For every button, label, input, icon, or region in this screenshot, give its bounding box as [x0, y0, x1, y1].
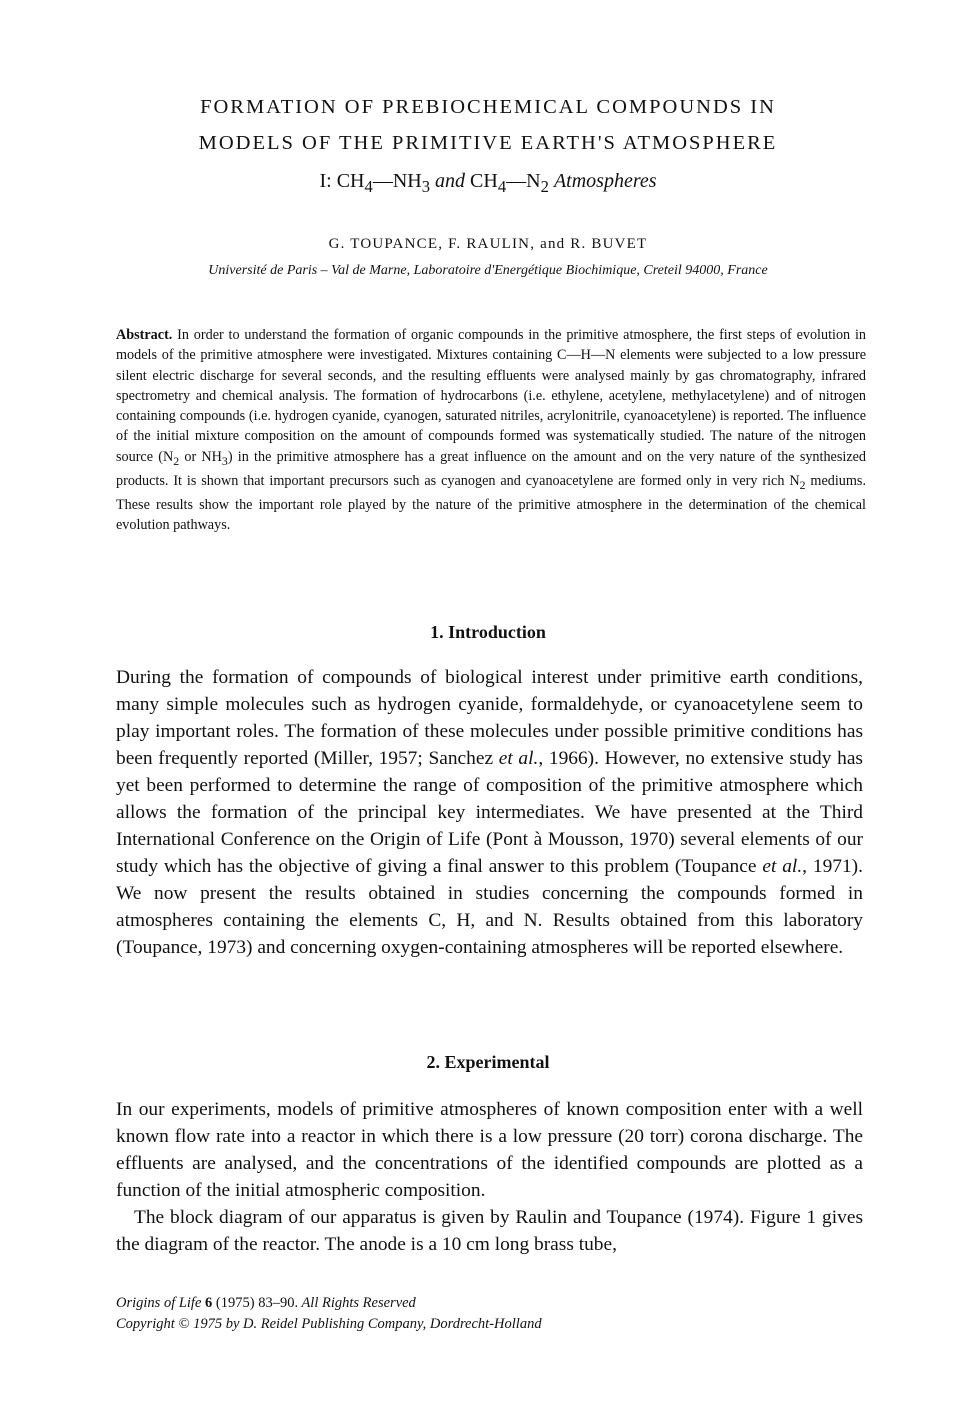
abstract-sub: 2 — [799, 477, 806, 492]
subtitle-sub: 2 — [540, 177, 549, 196]
subtitle-part: —N — [506, 170, 541, 192]
subtitle-atmospheres: Atmospheres — [553, 170, 657, 192]
paragraph-text: , 1971). We now present the results obtained in studies concerning the compounds formed in atmospheres containing the elements C, H, and N. Results obtained from this laboratory (Toupance, 1973) and concerning oxygen-containing atmospheres will be reported elsewhere. — [116, 856, 863, 958]
authors: G. TOUPANCE, F. RAULIN, and R. BUVET — [328, 236, 648, 252]
abstract-text: In order to understand the formation of organic compounds in the primitive atmosphere, the first steps of evolution in models of the primitive atmosphere were investigated. Mixtures containing C—H—N elements were subjected to a low pressure silent electric discharge for several seconds, and the resulting effluents were analysed mainly by gas chromatography, infrared spectrometry and chemical analysis. The formation of hydrocarbons (i.e. ethylene, acetylene, methylacetylene) and of nitrogen containing compounds (i.e. hydrogen cyanide, cyanogen, saturated nitriles, acrylonitrile, cyanoacetylene) is reported. The influence of the initial mixture composition on the amount of compounds formed was systematically studied. The nature of the nitrogen source (N — [116, 327, 867, 465]
citation-etal: et al. — [498, 748, 539, 769]
subtitle — [0, 170, 976, 197]
footer-journal: Origins of Life — [116, 1295, 202, 1311]
introduction-paragraph — [116, 664, 863, 961]
footer-volume: 6 — [205, 1295, 213, 1311]
section-heading-introduction: 1. Introduction — [430, 622, 546, 642]
affiliation: Université de Paris – Val de Marne, Laboratoire d'Energétique Biochimique, Creteil 94000, France — [208, 263, 768, 278]
abstract-sub: 3 — [221, 453, 228, 468]
section-heading-experimental: 2. Experimental — [426, 1052, 550, 1072]
abstract-text: or NH — [179, 448, 222, 465]
experimental-paragraph-2: The block diagram of our apparatus is given by Raulin and Toupance (1974). Figure 1 gives the diagram of the reactor. The anode is a 10 cm long brass tube, — [116, 1207, 863, 1255]
footer — [116, 1293, 866, 1335]
footer-rights: All Rights Reserved — [301, 1295, 416, 1311]
abstract-label: Abstract. — [116, 327, 173, 343]
abstract — [116, 325, 866, 536]
subtitle-and: and — [435, 170, 466, 192]
abstract-text: mediums. These results show the important role played by the nature of the primitive atmosphere in the determination of the chemical evolution pathways. — [116, 472, 866, 534]
experimental-paragraph-1: In our experiments, models of primitive atmospheres of known composition enter with a well known flow rate into a reactor in which there is a low pressure (20 torr) corona discharge. The effluents are analysed, and the concentrations of the identified compounds are plotted as a function of the initial atmospheric composition. — [116, 1099, 863, 1201]
subtitle-sub: 4 — [497, 177, 507, 196]
footer-citation — [116, 1293, 866, 1314]
title-line-1: FORMATION OF PREBIOCHEMICAL COMPOUNDS IN — [200, 96, 776, 118]
abstract-sub: 2 — [173, 453, 180, 468]
subtitle-sub: 4 — [364, 177, 373, 196]
citation-etal: et al. — [762, 856, 803, 877]
subtitle-sub: 3 — [421, 177, 431, 196]
footer-year-pages: (1975) 83–90. — [215, 1295, 299, 1311]
subtitle-prefix: I: CH — [319, 170, 365, 192]
abstract-text: ) in the primitive atmosphere has a great influence on the amount and on the very nature of the synthesized products. It is shown that important precursors such as cyanogen and cyanoacetylene are formed only in very rich N — [116, 448, 867, 489]
paragraph-text: During the formation of compounds of biological interest under primitive earth conditions, many simple molecules such as hydrogen cyanide, formaldehyde, or cyanoacetylene seem to play important roles. The formation of these molecules under possible primitive conditions has been frequently reported (Miller, 1957; Sanchez — [116, 667, 863, 769]
subtitle-part: —NH — [372, 170, 422, 192]
subtitle-part: CH — [470, 170, 498, 192]
paragraph-text: , 1966). However, no extensive study has yet been performed to determine the range of composition of the primitive atmosphere which allows the formation of the principal key intermediates. We have presented at the Third International Conference on the Origin of Life (Pont à Mousson, 1970) several elements of our study which has the objective of giving a final answer to this problem (Toupance — [116, 748, 863, 877]
title-line-2: MODELS OF THE PRIMITIVE EARTH'S ATMOSPHERE — [198, 132, 778, 154]
footer-copyright: Copyright © 1975 by D. Reidel Publishing Company, Dordrecht-Holland — [116, 1316, 542, 1332]
